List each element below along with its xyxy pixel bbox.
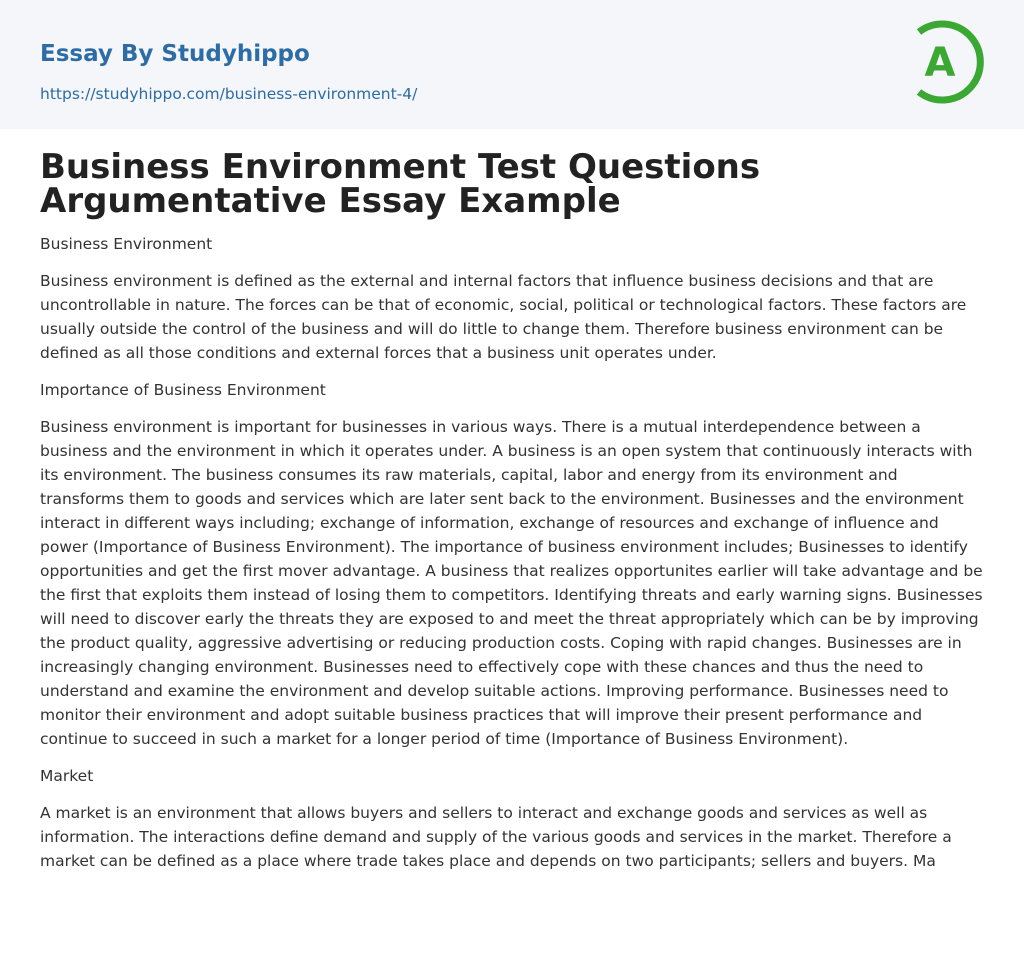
section-heading: Importance of Business Environment [40, 381, 326, 399]
site-brand[interactable]: Essay By Studyhippo [40, 41, 310, 67]
logo-letter: A [924, 40, 956, 86]
section-business-environment [40, 232, 984, 365]
section-paragraph: Business environment is defined as the external and internal factors that influence business decisions and that are uncontrollable in nature. The forces can be that of economic, social, political or technological factors. These factors are usually outside the control of the business and will do little to change them. Therefore business environment can be defined as all those conditions and external forces that a business unit operates under. [40, 272, 967, 362]
page-url-link[interactable]: https://studyhippo.com/business-environment-4/ [40, 85, 418, 103]
section-importance [40, 378, 984, 751]
section-paragraph: A market is an environment that allows buyers and sellers to interact and exchange goods and services as well as information. The interactions define demand and supply of the various goods and services in the market. Therefore a market can be defined as a place where trade takes place and depends on two participants; sellers and buyers. Ma [40, 804, 952, 870]
site-header [0, 0, 1024, 129]
article-title [40, 147, 984, 221]
article-title-line-1: Business Environment Test Questions [40, 147, 761, 187]
studyhippo-logo-icon[interactable] [911, 18, 987, 106]
section-market [40, 764, 984, 873]
article-title-block [40, 147, 984, 221]
section-paragraph: Business environment is important for businesses in various ways. There is a mutual interdependence between a business and the environment in which it operates under. A business is an open system that continuously interacts with its environment. The business consumes its raw materials, capital, labor and energy from its environment and transforms them to goods and services which are later sent back to the environment. Businesses and the environment interact in different ways including; exchange of information, exchange of resources and exchange of influence and power (Importance of Business Environment). The importance of business environment includes; Businesses to identify opportunities and get the first mover advantage. A business that realizes opportunites earlier will take advantage and be the first that exploits them instead of losing them to competitors. Identifying threats and early warning signs. Businesses will need to discover early the threats they are exposed to and meet the threat appropriately which can be by improving the product quality, aggressive advertising or reducing production costs. Coping with rapid changes. Businesses are in increasingly changing environment. Businesses need to effectively cope with these chances and thus the need to understand and examine the environment and develop suitable actions. Improving performance. Businesses need to monitor their environment and adopt suitable business practices that will improve their present performance and continue to succeed in such a market for a longer period of time (Importance of Business Environment). [40, 418, 983, 748]
section-heading: Business Environment [40, 235, 213, 253]
article-body [40, 232, 984, 886]
section-heading: Market [40, 767, 94, 785]
content-cutoff [0, 900, 1024, 959]
article-title-line-2: Argumentative Essay Example [40, 181, 621, 221]
